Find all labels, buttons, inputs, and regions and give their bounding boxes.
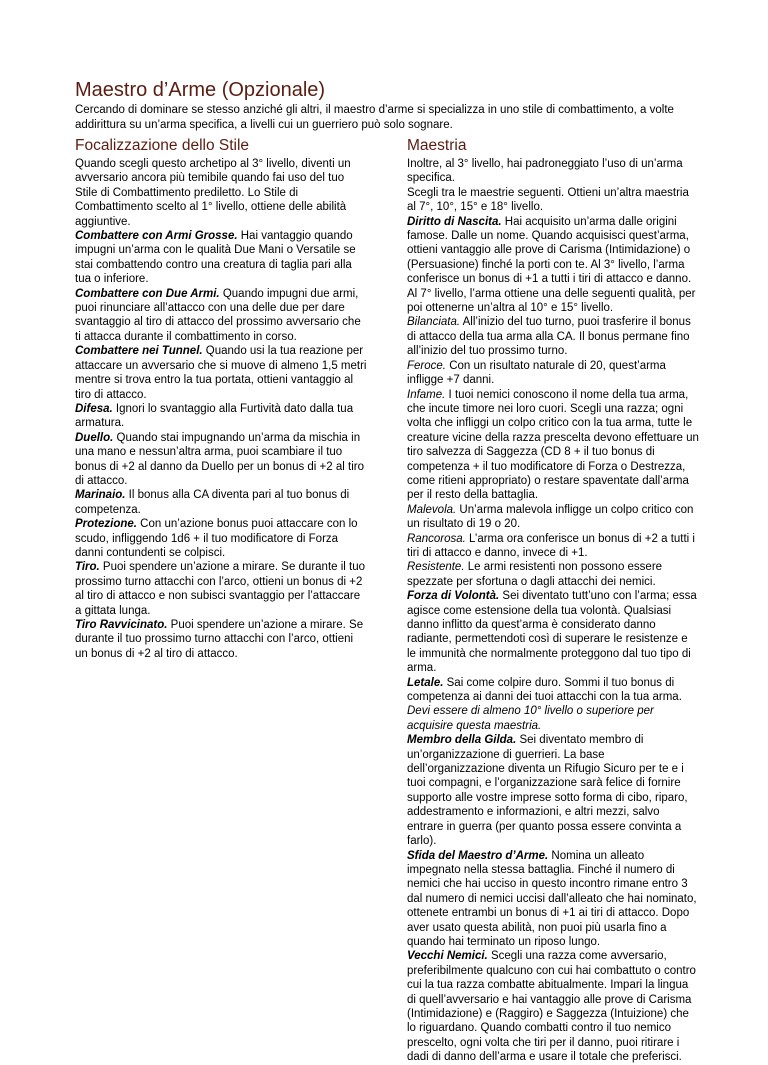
entry-name: Vecchi Nemici. bbox=[407, 950, 488, 963]
entry-name: Forza di Volontà. bbox=[407, 590, 500, 603]
entry-text: Sei diventato membro di un’organizzazione di guerrieri. La base dell’organizzazione diventa un Rifugio Sicuro per te e i tuoi compagni, e l’organizzazione sarà felice di fornire supporto alle vostre imprese sotto forma di cibo, riparo, addestramento e informazioni, e altri mezzi, salvo entrare in guerra (per quanto possa essere convinta a farlo). bbox=[407, 734, 688, 848]
entry-name: Marinaio. bbox=[75, 489, 126, 502]
mastery-guild bbox=[407, 733, 699, 848]
entry-text: Un’arma malevola infligge un colpo critico con un risultato di 19 o 20. bbox=[407, 503, 694, 531]
entry-name: Duello. bbox=[75, 431, 114, 444]
quality-item bbox=[407, 560, 699, 589]
mastery-challenge bbox=[407, 849, 699, 950]
entry-name: Combattere con Due Armi. bbox=[75, 287, 220, 300]
quality-item bbox=[407, 315, 699, 358]
section-heading-mastery: Maestria bbox=[407, 137, 467, 154]
quality-item bbox=[407, 388, 699, 503]
entry-name: Rancorosa. bbox=[407, 532, 466, 545]
entry-name: Combattere nei Tunnel. bbox=[75, 345, 203, 358]
entry-text: Quando usi la tua reazione per attaccare un avversario che si muove di almeno 1,5 metri mentre si trova entro la tua portata, ottieni vantaggio al tiro di attacco. bbox=[75, 345, 367, 401]
mastery-intro-2: Scegli tra le maestrie seguenti. Ottieni un’altra maestria al 7°, 10°, 15° e 18° livello. bbox=[407, 186, 689, 214]
entry-text: Nomina un alleato impegnato nella stessa battaglia. Finché il numero di nemici che hai ucciso in questo incontro rimane entro 3 dal numero di nemici uccisi dall’alleato che hai nominato, ottenete entrambi un bonus di +1 ai tiri di attacco. Dopo aver usato questa abilità, non puoi più usarla fino a quando hai terminato un riposo lungo. bbox=[407, 849, 697, 948]
page-title: Maestro d’Arme (Opzionale) bbox=[75, 79, 326, 101]
entry-text: Con un’azione bonus puoi attaccare con lo scudo, infliggendo 1d6 + il tuo modificatore di Forza danni contundenti se colpisci. bbox=[75, 518, 358, 559]
entry-text: I tuoi nemici conoscono il nome della tua arma, che incute timore nei loro cuori. Scegli una razza; ogni volta che infliggi un colpo critico con la tua arma, tutte le creature vicine della razza prescelta devono effettuare un tiro salvezza di Saggezza (CD 8 + il tuo bonus di competenza + il tuo modificatore di Forza o Destrezza, come ritieni appropriato) o restare spaventate dall’arma per il resto della battaglia. bbox=[407, 388, 699, 502]
section-heading-style: Focalizzazione dello Stile bbox=[75, 137, 250, 154]
entry-text: Con un risultato naturale di 20, quest’arma infligge +7 danni. bbox=[407, 359, 666, 387]
entry-text: L’arma ora conferisce un bonus di +2 a tutti i tiri di attacco e danno, invece di +1. bbox=[407, 532, 695, 559]
page-intro: Cercando di dominare se stesso anziché gli altri, il maestro d’arme si specializza in uno stile di combattimento, a volte addirittura su un’arma specifica, a livelli cui un guerriero può solo sognare. bbox=[75, 104, 674, 131]
style-item bbox=[75, 431, 367, 489]
style-item bbox=[75, 517, 367, 560]
style-list bbox=[75, 229, 367, 661]
style-item bbox=[75, 560, 367, 618]
mastery-birthright bbox=[407, 215, 699, 316]
entry-text: All’inizio del tuo turno, puoi trasferire il bonus di attacco della tua arma alla CA. Il bonus permane fino all’inizio del tuo prossimo turno. bbox=[407, 316, 691, 358]
entry-name: Letale. bbox=[407, 676, 444, 689]
style-item bbox=[75, 229, 367, 287]
entry-name: Combattere con Armi Grosse. bbox=[75, 230, 238, 243]
entry-text: Ignori lo svantaggio alla Furtività dato dalla tua armatura. bbox=[75, 402, 354, 430]
style-item bbox=[75, 287, 367, 345]
mastery-lethal bbox=[407, 676, 699, 705]
entry-text: Scegli una razza come avversario, preferibilmente qualcuno con cui hai combattuto o contro cui la tua razza combatte abitualmente. Impari la lingua di quell’avversario e hai vantaggio alle prove di Carisma (Intimidazione) e (Raggiro) e Saggezza (Intuizione) che lo riguardano. Quando combatti contro il tuo nemico prescelto, ogni volta che tiri per il danno, puoi ritirare i dadi di danno dell’arma e usare il totale che preferisci. bbox=[407, 950, 696, 1064]
entry-name: Difesa. bbox=[75, 402, 113, 415]
mastery-old-enemies bbox=[407, 949, 699, 1064]
quality-item bbox=[407, 532, 699, 561]
style-item bbox=[75, 402, 367, 431]
entry-text: Hai acquisito un’arma dalle origini famose. Dalle un nome. Quando acquisisci quest’arma, ottieni vantaggio alle prove di Carisma (Intimidazione) o (Persuasione) finché la porti con te. Al 3° livello, l’arma conferisce un bonus di +1 a tutti i tiri di attacco e danno. Al 7° livello, l’arma ottiene una delle seguenti qualità, per poi ottenerne un’altra al 10° e 15° livello. bbox=[407, 215, 696, 315]
left-column bbox=[75, 136, 367, 661]
style-item bbox=[75, 344, 367, 402]
quality-item bbox=[407, 359, 699, 388]
entry-text: Sei diventato tutt’uno con l’arma; essa agisce come estensione della tua volontà. Qualsiasi danno inflitto da quest’arma è considerato danno radiante, permettendoti così di superare le resistenze e le immunità che normalmente proteggono dal tuo tipo di arma. bbox=[407, 590, 697, 675]
entry-text: Quando impugni due armi, puoi rinunciare all’attacco con una delle due per dare svantaggio al tiro di attacco del prossimo avversario che ti attacca durante il combattimento in corso. bbox=[75, 287, 361, 343]
entry-name: Membro della Gilda. bbox=[407, 734, 517, 747]
entry-name: Diritto di Nascita. bbox=[407, 215, 502, 228]
entry-name: Infame. bbox=[407, 388, 446, 401]
entry-text: Quando stai impugnando un’arma da mischia in una mano e nessun’altra arma, puoi scambiare il tuo bonus di +2 al danno da Duello per un bonus di +2 al tiro di attacco. bbox=[75, 431, 364, 487]
entry-text: Il bonus alla CA diventa pari al tuo bonus di competenza. bbox=[75, 489, 350, 516]
style-item bbox=[75, 488, 367, 517]
entry-name: Sfida del Maestro d’Arme. bbox=[407, 849, 549, 862]
entry-name: Feroce. bbox=[407, 359, 446, 372]
quality-list bbox=[407, 315, 699, 589]
entry-name: Bilanciata. bbox=[407, 316, 461, 329]
mastery-lethal-note: Devi essere di almeno 10° livello o superiore per acquisire questa maestria. bbox=[407, 705, 654, 732]
entry-text: Sai come colpire duro. Sommi il tuo bonus di competenza ai danni dei tuoi attacchi con la tua arma. bbox=[407, 676, 682, 704]
right-column bbox=[407, 136, 699, 1065]
quality-item bbox=[407, 503, 699, 532]
entry-name: Tiro Ravvicinato. bbox=[75, 619, 168, 631]
mastery-willpower bbox=[407, 589, 699, 675]
style-item bbox=[75, 618, 367, 661]
entry-name: Resistente. bbox=[407, 561, 465, 574]
entry-name: Malevola. bbox=[407, 503, 457, 516]
entry-text: Puoi spendere un’azione a mirare. Se durante il tuo prossimo turno attacchi con l’arco, ottieni un bonus di +2 al tiro di attacco e non subisci svantaggio per l’attaccare a gittata lunga. bbox=[75, 561, 366, 617]
entry-text: Puoi spendere un’azione a mirare. Se durante il tuo prossimo turno attacchi con l’arco, ottieni un bonus di +2 al tiro di attacco. bbox=[75, 619, 364, 660]
style-intro: Quando scegli questo archetipo al 3° livello, diventi un avversario ancora più temibile quando fai uso del tuo Stile di Combattimento prediletto. Lo Stile di Combattimento scelto al 1° livello, ottiene delle abilità aggiuntive. bbox=[75, 158, 351, 228]
entry-text: Le armi resistenti non possono essere spezzate per sfortuna o dagli attacchi dei nemici. bbox=[407, 561, 663, 588]
entry-name: Tiro. bbox=[75, 561, 100, 574]
entry-text: Hai vantaggio quando impugni un’arma con le qualità Due Mani o Versatile se stai combattendo contro una creatura di taglia pari alla tua o inferiore. bbox=[75, 230, 356, 286]
entry-name: Protezione. bbox=[75, 518, 137, 531]
mastery-intro: Inoltre, al 3° livello, hai padroneggiato l’uso di un’arma specifica. bbox=[407, 158, 683, 185]
